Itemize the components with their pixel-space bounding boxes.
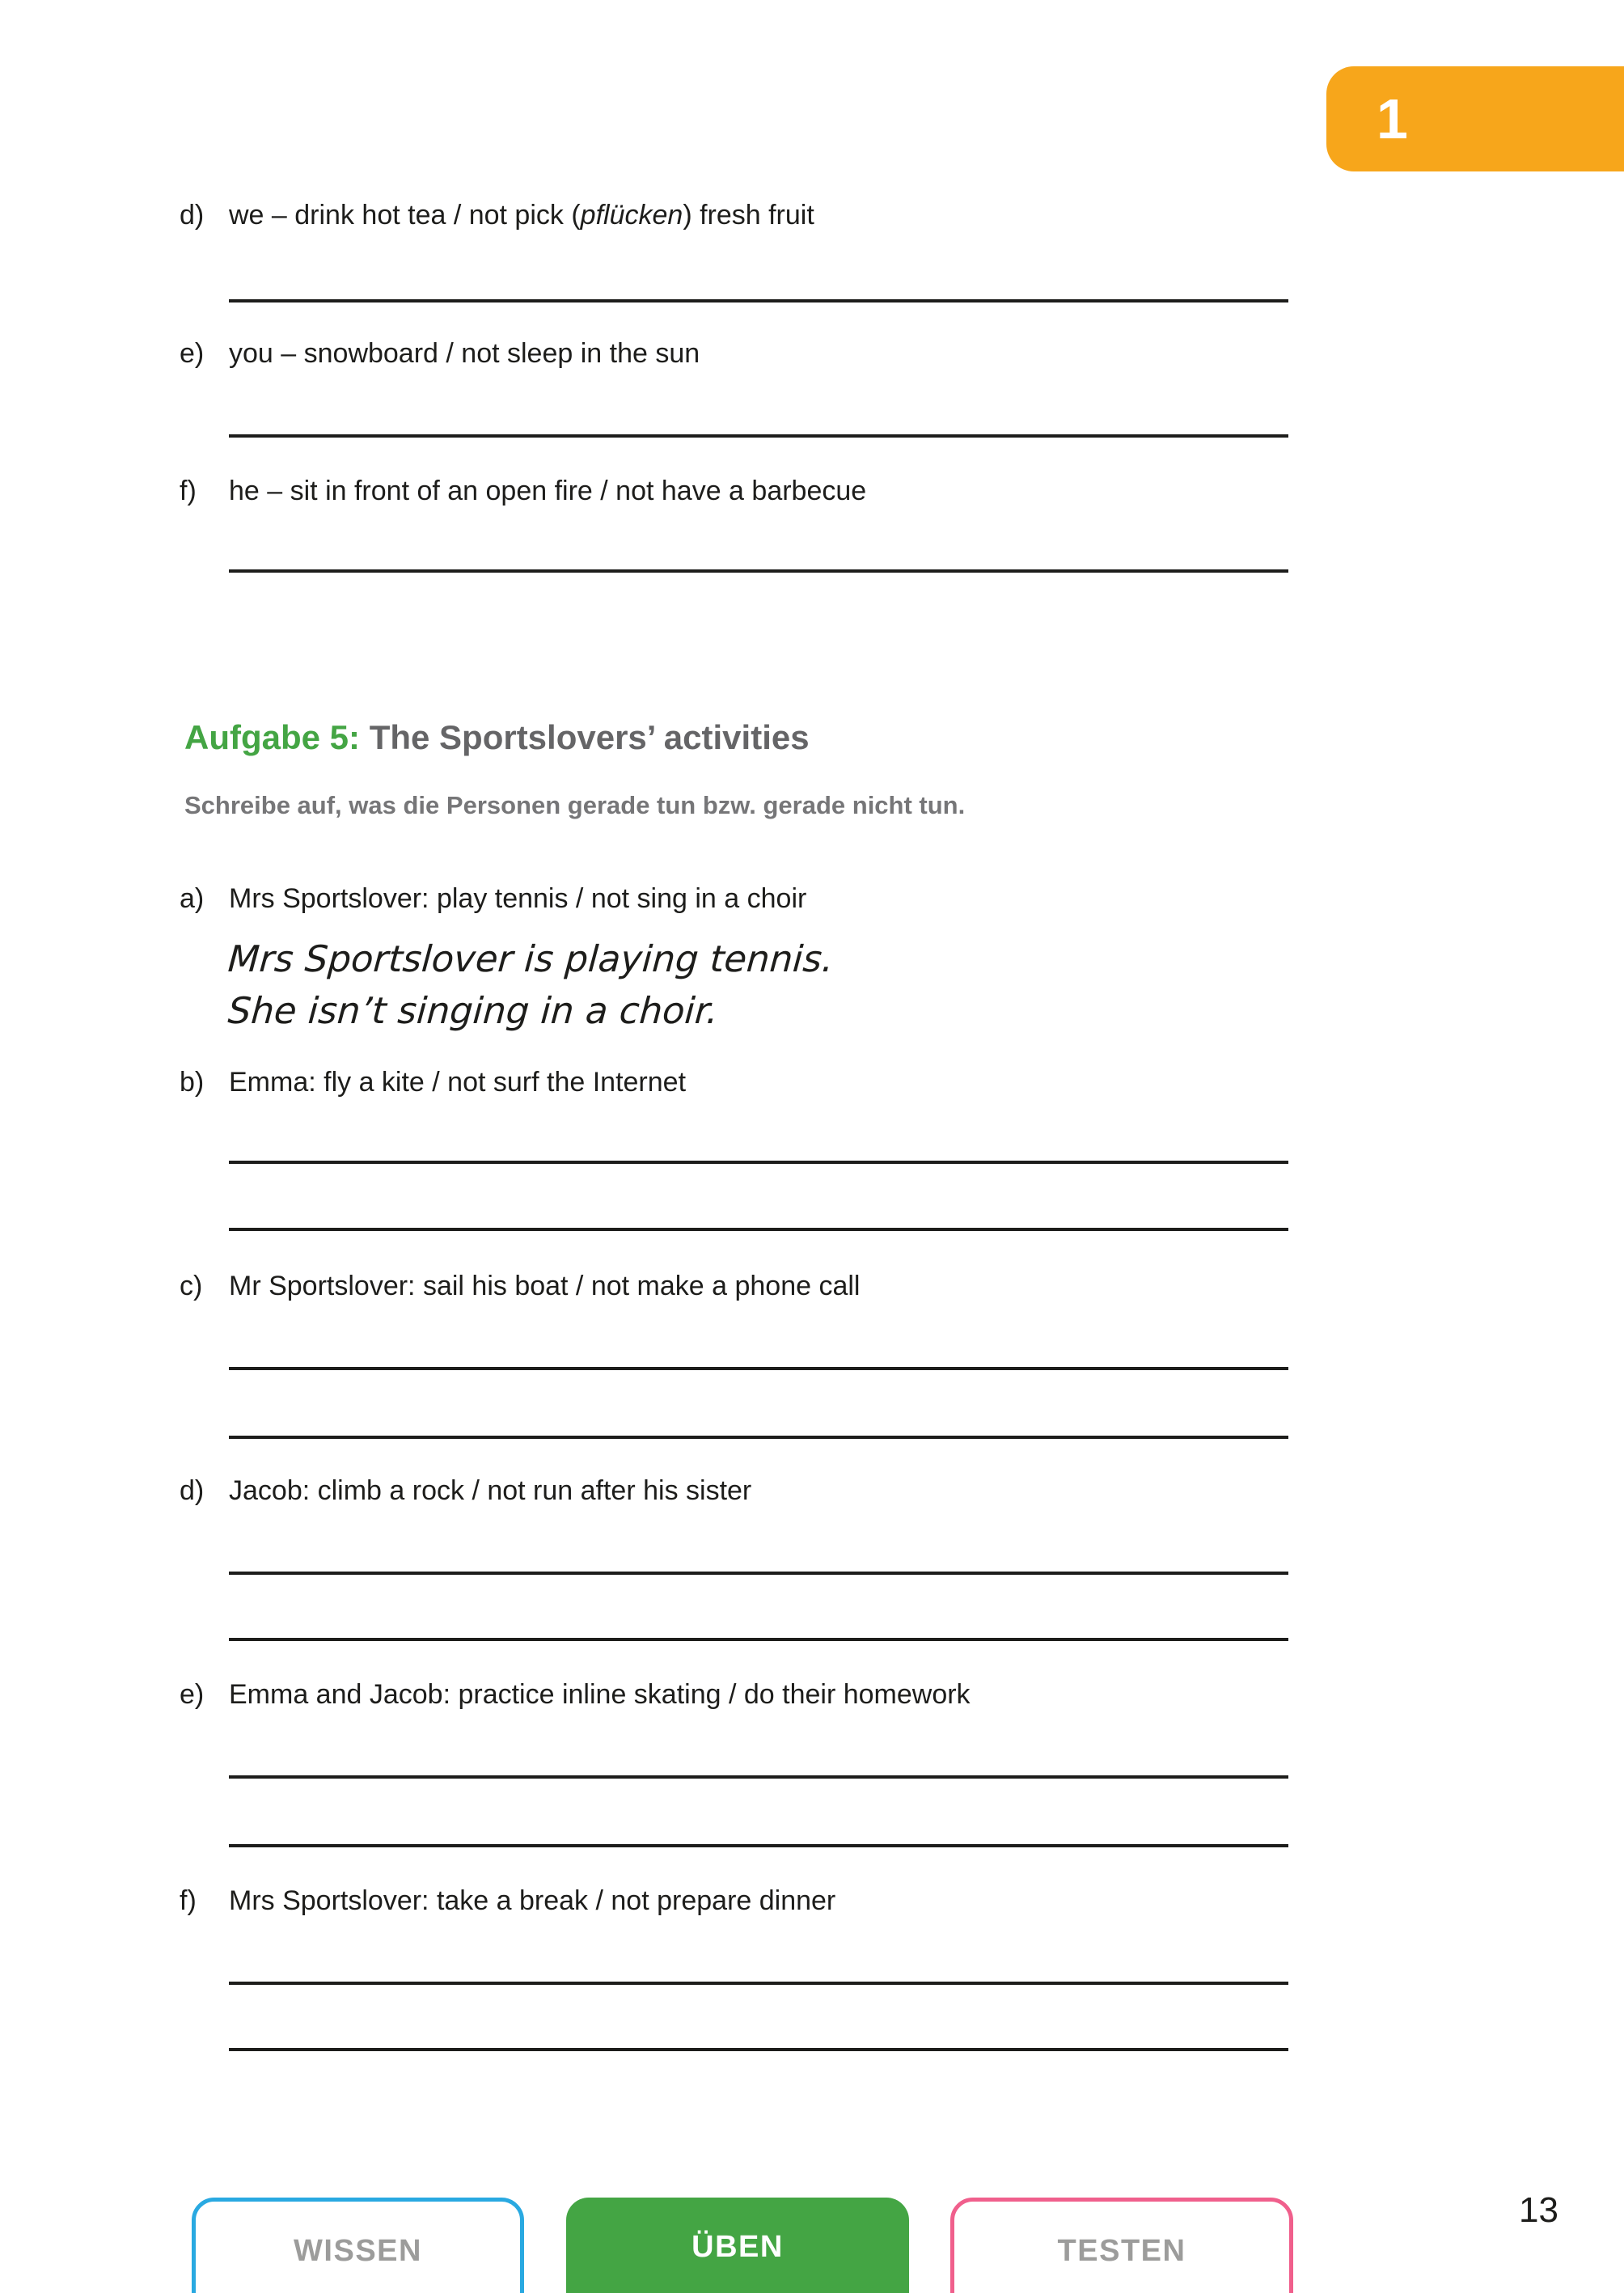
tab-wissen[interactable] (192, 2198, 524, 2293)
exercise-title: The Sportslovers’ activities (369, 718, 810, 756)
item-prompt: Emma and Jacob: practice inline skating / do their homework (229, 1679, 971, 1710)
answer-line[interactable] (229, 1982, 1288, 1985)
item-prompt-pre: we – drink hot tea / not pick ( (229, 200, 581, 231)
exercise5-item-b (180, 1064, 1377, 1100)
item-label: e) (180, 338, 205, 369)
tab-label: TESTEN (1057, 2234, 1186, 2268)
answer-line[interactable] (229, 1775, 1288, 1779)
exercise5-item-d (180, 1473, 1377, 1508)
tab-ueben[interactable] (566, 2198, 909, 2293)
item-prompt: Emma: fly a kite / not surf the Internet (229, 1067, 687, 1098)
exercise-number-label: Aufgabe 5: (184, 718, 361, 756)
item-label: c) (180, 1271, 203, 1301)
answer-line[interactable] (229, 1844, 1288, 1847)
exercise5-item-f (180, 1883, 1377, 1919)
answer-line[interactable] (229, 434, 1288, 438)
answer-line[interactable] (229, 1228, 1288, 1231)
item-prompt: Mrs Sportslover: take a break / not prepare dinner (229, 1885, 836, 1916)
exercise4-item-d (180, 197, 1377, 233)
tab-testen[interactable] (950, 2198, 1293, 2293)
item-prompt: he – sit in front of an open fire / not have a barbecue (229, 476, 867, 506)
answer-line[interactable] (229, 1638, 1288, 1641)
item-label: d) (180, 200, 205, 231)
handwritten-answer: She isn’t singing in a choir. (226, 989, 720, 1032)
exercise4-item-e (180, 336, 1377, 371)
answer-line[interactable] (229, 569, 1288, 573)
unit-badge-number: 1 (1377, 87, 1408, 150)
item-prompt: Jacob: climb a rock / not run after his sister (229, 1475, 752, 1506)
exercise4-item-f (180, 473, 1377, 509)
tab-label: WISSEN (294, 2234, 422, 2268)
item-label: b) (180, 1067, 205, 1098)
answer-line[interactable] (229, 2048, 1288, 2051)
item-label: a) (180, 883, 205, 914)
handwritten-answer: Mrs Sportslover is playing tennis. (226, 937, 835, 980)
answer-line[interactable] (229, 1161, 1288, 1164)
answer-line[interactable] (229, 1436, 1288, 1439)
item-label: e) (180, 1679, 205, 1710)
page-number: 13 (1519, 2190, 1558, 2230)
exercise5-item-a (180, 881, 1377, 916)
answer-line[interactable] (229, 1572, 1288, 1575)
exercise5-item-c (180, 1268, 1377, 1304)
exercise-instruction: Schreibe auf, was die Personen gerade tun bzw. gerade nicht tun. (184, 791, 966, 819)
item-label: f) (180, 476, 197, 506)
item-label: d) (180, 1475, 205, 1506)
exercise5-item-e (180, 1677, 1377, 1712)
item-prompt: Mrs Sportslover: play tennis / not sing in a choir (229, 883, 807, 914)
item-prompt-post: ) fresh fruit (683, 200, 814, 231)
unit-badge (1326, 66, 1624, 171)
answer-line[interactable] (229, 1367, 1288, 1370)
exercise-heading (184, 717, 810, 759)
item-label: f) (180, 1885, 197, 1916)
item-prompt: you – snowboard / not sleep in the sun (229, 338, 700, 369)
answer-line[interactable] (229, 299, 1288, 302)
item-prompt-italic: pflücken (580, 200, 683, 231)
item-prompt: Mr Sportslover: sail his boat / not make a phone call (229, 1271, 861, 1301)
tab-label: ÜBEN (691, 2230, 784, 2264)
